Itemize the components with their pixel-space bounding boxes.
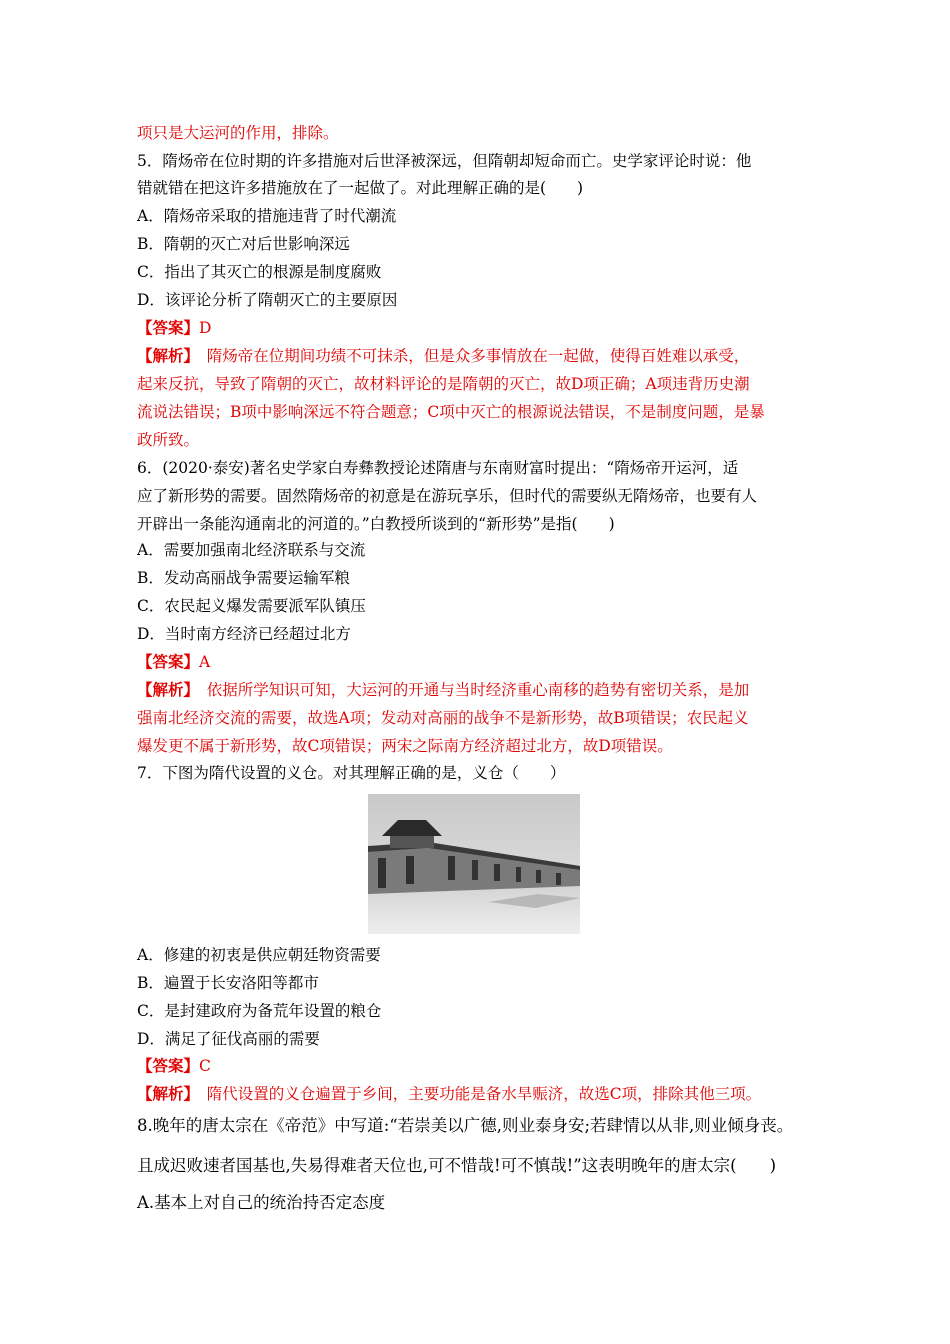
q6-answer-label: 【答案】 — [137, 652, 200, 671]
q6-answer — [137, 652, 210, 672]
q5-option-a: A．隋炀帝采取的措施违背了时代潮流 — [137, 207, 397, 225]
q5-answer-label: 【答案】 — [137, 318, 200, 337]
q6-stem-line-2: 应了新形势的需要。固然隋炀帝的初意是在游玩享乐，但时代的需要纵无隋炀帝，也要有人 — [137, 487, 758, 505]
q6-option-a: A．需要加强南北经济联系与交流 — [137, 541, 366, 559]
q7-answer-label: 【答案】 — [137, 1056, 200, 1075]
q5-answer-value: D — [199, 319, 212, 337]
q6-option-b: B．发动高丽战争需要运输军粮 — [137, 569, 350, 587]
q5-analysis-label: 【解析】 — [137, 346, 192, 365]
q6-analysis-text-1: 依据所学知识可知，大运河的开通与当时经济重心南移的趋势有密切关系，是加 — [191, 681, 750, 699]
q6-stem-line-1: 6．(2020·泰安)著名史学家白寿彝教授论述隋唐与东南财富时提出：“隋炀帝开运河，适 — [137, 459, 739, 477]
q6-analysis-label: 【解析】 — [137, 680, 192, 699]
q7-option-d: D．满足了征伐高丽的需要 — [137, 1030, 320, 1048]
q6-analysis-line-2: 强南北经济交流的需要，故选A项；发动对高丽的战争不是新形势，故B项错误；农民起义 — [137, 709, 749, 727]
q6-stem-line-3: 开辟出一条能沟通南北的河道的。”白教授所谈到的“新形势”是指( ) — [137, 515, 615, 533]
q6-analysis-line-3: 爆发更不属于新形势，故C项错误；两宋之际南方经济超过北方，故D项错误。 — [137, 737, 673, 755]
q6-option-c: C．农民起义爆发需要派军队镇压 — [137, 597, 366, 615]
q5-option-b: B．隋朝的灭亡对后世影响深远 — [137, 235, 350, 253]
q5-stem-line-2: 错就错在把这许多措施放在了一起做了。对此理解正确的是( ) — [137, 179, 584, 197]
q8-stem-line-2: 且成迟败速者国基也,失易得难者天位也,可不惜哉!可不慎哉!”这表明晚年的唐太宗( ) — [137, 1156, 777, 1175]
q5-analysis-line-3: 流说法错误；B项中影响深远不符合题意；C项中灭亡的根源说法错误，不是制度问题，是暴 — [137, 403, 765, 421]
q7-option-c: C．是封建政府为备荒年设置的粮仓 — [137, 1002, 382, 1020]
q7-answer — [137, 1056, 211, 1076]
q5-option-d: D．该评论分析了隋朝灭亡的主要原因 — [137, 291, 398, 309]
q7-analysis-line-1 — [137, 1084, 761, 1104]
q5-option-c: C．指出了其灭亡的根源是制度腐败 — [137, 263, 382, 281]
q5-analysis-text-1: 隋炀帝在位期间功绩不可抹杀，但是众多事情放在一起做，使得百姓难以承受， — [191, 347, 750, 365]
q7-stem: 7．下图为隋代设置的义仓。对其理解正确的是，义仓（ ） — [137, 764, 566, 782]
q5-analysis-line-1 — [137, 346, 749, 366]
q8-stem-line-1: 8.晚年的唐太宗在《帝范》中写道:“若崇美以广德,则业泰身安;若肆情以从非,则业倾身丧。 — [137, 1116, 794, 1135]
carryover-analysis-line: 项只是大运河的作用，排除。 — [137, 124, 339, 142]
q7-option-b: B．遍置于长安洛阳等都市 — [137, 974, 319, 992]
q5-answer — [137, 318, 211, 338]
granary-photo-drawing — [368, 794, 580, 934]
q5-stem-line-1: 5．隋炀帝在位时期的许多措施对后世泽被深远，但隋朝却短命而亡。史学家评论时说：他 — [137, 152, 752, 170]
q7-analysis-label: 【解析】 — [137, 1084, 192, 1103]
q7-analysis-text-1: 隋代设置的义仓遍置于乡间，主要功能是备水旱赈济，故选C项，排除其他三项。 — [191, 1085, 762, 1103]
q5-analysis-line-4: 政所致。 — [137, 431, 200, 449]
q7-answer-value: C — [199, 1057, 211, 1075]
q6-answer-value: A — [199, 653, 211, 671]
q5-analysis-line-2: 起来反抗，导致了隋朝的灭亡，故材料评论的是隋朝的灭亡，故D项正确；A项违背历史潮 — [137, 375, 750, 393]
q6-option-d: D．当时南方经济已经超过北方 — [137, 625, 351, 643]
q8-option-a: A.基本上对自己的统治持否定态度 — [137, 1193, 386, 1212]
q6-analysis-line-1 — [137, 680, 749, 700]
q7-option-a: A．修建的初衷是供应朝廷物资需要 — [137, 946, 381, 964]
granary-photo — [368, 794, 580, 934]
